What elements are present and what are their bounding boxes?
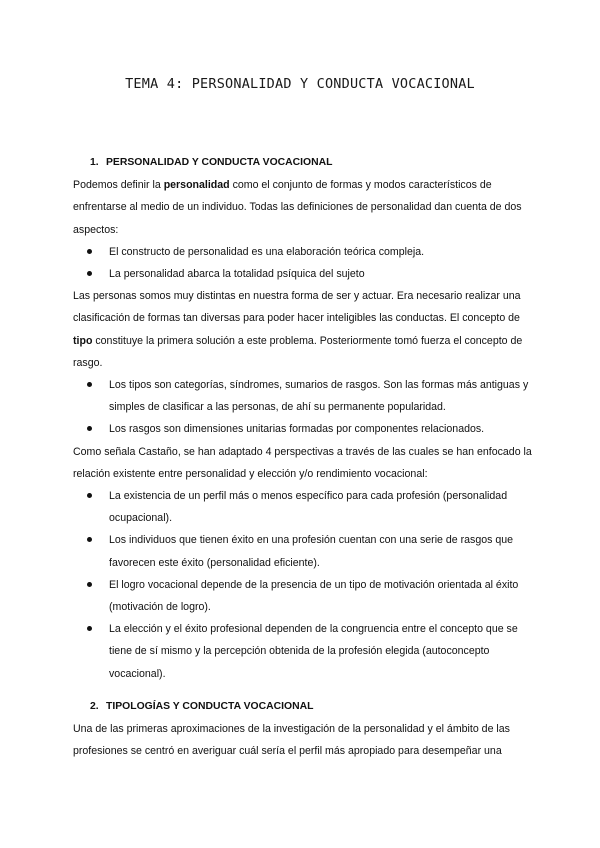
- section-heading-1: [73, 152, 533, 174]
- list-item-text: El constructo de personalidad es una elaboración teórica compleja.: [109, 245, 425, 258]
- section-heading-text: PERSONALIDAD Y CONDUCTA VOCACIONAL: [106, 157, 333, 168]
- list-item: [73, 263, 533, 285]
- paragraph-text: constituye la primera solución a este problema. Posteriormente tomó fuerza el concepto de rasgo.: [73, 334, 523, 369]
- list-item-text: El logro vocacional depende de la presencia de un tipo de motivación orientada al éxito (motivación de logro).: [109, 578, 519, 614]
- list-item: [73, 529, 533, 573]
- list-item: [73, 574, 533, 618]
- bullet-icon: [87, 382, 92, 387]
- list-item-text: Los tipos son categorías, síndromes, sumarios de rasgos. Son las formas más antiguas y simples de clasificar a las personas, de ahí su permanente popularidad.: [109, 379, 529, 414]
- document-body: [73, 152, 533, 762]
- spacer: [73, 685, 533, 696]
- paragraph-classification: [73, 285, 533, 374]
- document-title: TEMA 4: PERSONALIDAD Y CONDUCTA VOCACIONAL: [125, 76, 475, 92]
- bold-term: tipo: [73, 334, 93, 347]
- section-heading-text: TIPOLOGÍAS Y CONDUCTA VOCACIONAL: [106, 700, 314, 712]
- list-item: [73, 618, 533, 685]
- section-heading-2: [73, 696, 533, 718]
- paragraph-perspectives: Como señala Castaño, se han adaptado 4 perspectivas a través de las cuales se han enfocado la relación existente entre personalidad y elección y/o rendimiento vocacional:: [73, 445, 532, 480]
- bullet-icon: [87, 493, 92, 498]
- bullet-icon: [87, 626, 92, 631]
- list-item: [73, 374, 533, 418]
- bullet-icon: [87, 271, 92, 276]
- list-item-text: Los individuos que tienen éxito en una profesión cuentan con una serie de rasgos que favorecen este éxito (personalidad eficiente).: [109, 534, 514, 569]
- list-item: [73, 418, 533, 440]
- list-item: [73, 241, 533, 263]
- bullet-list-types: [73, 374, 533, 441]
- bullet-icon: [87, 249, 92, 254]
- bullet-list-aspects: [73, 241, 533, 285]
- list-item-text: La elección y el éxito profesional dependen de la congruencia entre el concepto que se tiene de sí mismo y la percepción obtenida de la profesión elegida (autoconcepto vocacional).: [109, 623, 518, 680]
- list-item: [73, 485, 533, 529]
- bullet-list-perspectives: [73, 485, 533, 685]
- paragraph-typologies: Una de las primeras aproximaciones de la investigación de la personalidad y el ámbito de las profesiones se centró en averiguar cuál sería el perfil más apropiado para desempeñar una: [73, 723, 510, 758]
- list-item-text: La existencia de un perfil más o menos específico para cada profesión (personalidad ocupacional).: [109, 490, 508, 525]
- paragraph-definition: [73, 174, 533, 241]
- paragraph-text: Las personas somos muy distintas en nuestra forma de ser y actuar. Era necesario realizar una clasificación de formas tan diversas para poder hacer inteligibles las conductas. El concepto de: [73, 290, 521, 325]
- bullet-icon: [87, 582, 92, 587]
- paragraph-text: como el conjunto de formas y modos característicos de enfrentarse al medio de un individuo. Todas las definiciones de personalidad dan cuenta de dos aspectos:: [73, 179, 522, 236]
- section-number: 1.: [90, 157, 99, 168]
- section-number: 2.: [90, 700, 99, 712]
- list-item-text: La personalidad abarca la totalidad psíquica del sujeto: [109, 268, 365, 281]
- paragraph-text: Podemos definir la: [73, 179, 164, 192]
- bullet-icon: [87, 537, 92, 542]
- list-item-text: Los rasgos son dimensiones unitarias formadas por componentes relacionados.: [109, 423, 485, 436]
- bullet-icon: [87, 426, 92, 431]
- bold-term: personalidad: [163, 179, 230, 192]
